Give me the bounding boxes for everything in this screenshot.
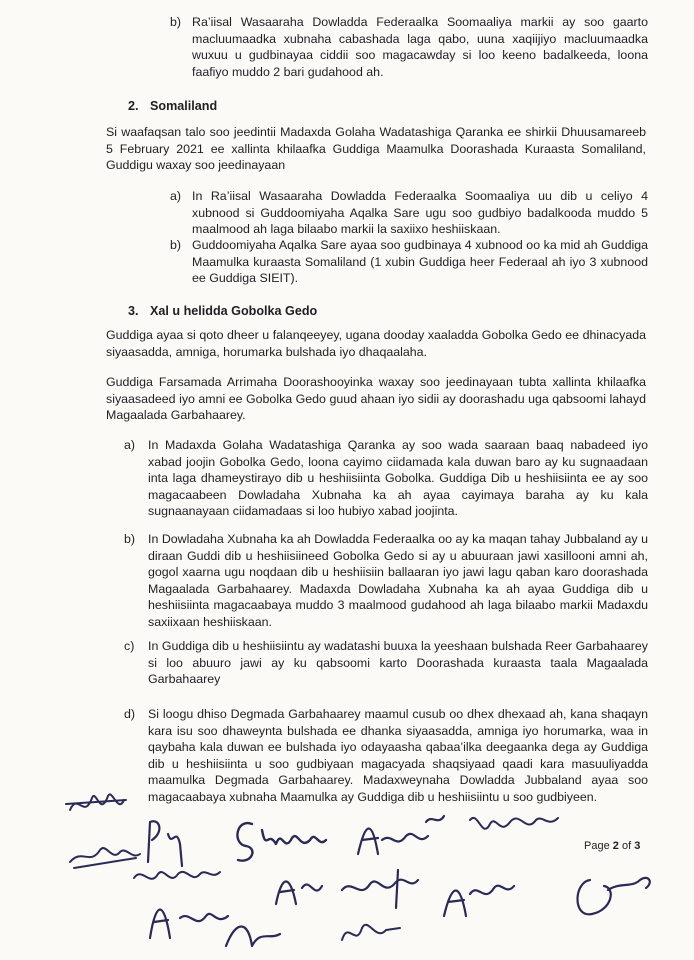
section-paragraph: Si waafaqsan talo soo jeedintii Madaxda Golaha Wadatashiga Qaranka ee shirkii Dhuusamareeb 5 February 2021 ee xallinta khilaafka Guddiga Maamulka Doorashada Kuraasta Somaliland, Guddigu waxay soo jeedinayaan: [106, 125, 646, 173]
item-text: In Madaxda Golaha Wadatashiga Qaranka ay soo wada saaraan baaq nabadeed iyo xabad joojin Gobolka Gedo, loona cayimo ciidamada kala duwan baro ay ku sugnaadaan inta laga dhameystirayo dib u heshiisiinta Gobolka. Guddiga Dib u heshiisiinta ee ay soo magacaabeen Dowladaha Xubnaha ka ah ayaa cayimaya baraha ay ku kala sugnaanayaan ciidamadaas si loo hubiyo xabad joojinta.: [148, 438, 648, 519]
list-item: [124, 638, 648, 688]
signature-6: [134, 872, 220, 879]
item-label: b): [124, 532, 136, 546]
signature-7: [150, 910, 280, 947]
item-label: a): [124, 438, 136, 452]
section-number: 2.: [128, 99, 139, 113]
item-label: b): [170, 15, 182, 29]
item-label: b): [170, 238, 182, 252]
signature-10: [444, 886, 514, 916]
section-paragraph: Guddiga ayaa si qoto dheer u falanqeeyey, ugana dooday xaaladda Gobolka Gedo ee dhinacyada siyaasadda, amniga, horumarka bulshada iyo dhaqaalaha.: [106, 328, 646, 359]
signature-1: [66, 794, 126, 810]
list-item: [124, 437, 648, 521]
page-current: 2: [612, 840, 619, 852]
signature-11: [578, 878, 650, 914]
signature-5: [470, 818, 558, 829]
item-text: Guddoomiyaha Aqalka Sare ayaa soo gudbinaya 4 xubnood oo ka mid ah Guddiga Maamulka kuraasta Somaliland (1 xubin Guddiga heer Federaal ah iyo 3 xubnood ee Guddiga SIEIT).: [192, 238, 648, 286]
signatures-area: [0, 770, 694, 960]
item-label: a): [170, 189, 182, 203]
signature-2: [70, 848, 140, 868]
page-of: of: [621, 840, 632, 852]
item-text: In Ra’iisal Wasaaraha Dowladda Federaalka Soomaaliya uu dib u celiyo 4 xubnood si Guddoomiyaha Aqalka Sare ugu soo gudbiyo badalkooda muddo 5 maalmood ah laga bilaabo markii la saxiixo heshiiskaan.: [192, 189, 648, 237]
section-paragraph: Guddiga Farsamada Arrimaha Doorashooyinka waxay soo jeedinayaan tubta xallinta khilaafka siyaasadeed iyo amni ee Gobolka Gedo guud ahaan iyo sidii ay doorashadu uga qabsoomi lahayd Magaalada Garbahaarey.: [106, 375, 646, 423]
signature-9: [342, 925, 400, 940]
item-label: d): [124, 707, 136, 721]
page-total: 3: [634, 840, 641, 852]
list-item: [170, 188, 648, 238]
list-item: [170, 237, 648, 287]
item-text: Si loogu dhiso Degmada Garbahaarey maamul cusub oo dhex dhexaad ah, kana shaqayn kara isu soo dhaweynta bulshada ee dhanka siyaasadda, amniga iyo horumarka, waa in qaybaha kala duwan ee bulshada iyo odayaasha qabaa’ilka deegaanka dega ay Guddiga dib u heshiisiinta u soo gudbiyaan magacyada shaqsiyaad qaadi kara masuuliyadda maamulka Degmada Garbahaarey. Madaxweynaha Dowladda Jubbaland ayaa soo magacaabaya xubnaha Maamulka ay Guddiga dib u heshiisiintu u soo gudbiyeen.: [148, 707, 648, 804]
section-title: Xal u helidda Gobolka Gedo: [150, 304, 318, 318]
signature-3: [148, 821, 182, 866]
intro-list-item: [170, 14, 648, 82]
page-prefix: Page: [584, 840, 610, 852]
signature-4: [358, 816, 444, 854]
item-text: In Guddiga dib u heshiisiintu ay wadatashi buuxa la yeeshaan bulshada Reer Garbahaarey si loo abuuro jawi ay ku qabsoomi karto Doorashada kuraasta taala Magaalada Garbahaarey: [148, 639, 648, 687]
section-title: Somaliland: [150, 99, 218, 113]
section-heading-gedo: [128, 303, 317, 319]
signature-salah: [237, 823, 326, 861]
item-text: In Dowladaha Xubnaha ka ah Dowladda Federaalka oo ay ka maqan tahay Jubbaland ay u diraan Guddi dib u heshiisiineed Gobolka Gedo si ay u abuuraan jawi xasillooni amni ah, gogol xaarna ugu noqdaan dib u heshiisiin ballaaran iyo jawi lagu qaban karo doorashada Magaalada Garbahaarey. Madaxda Dowladaha Xubnaha ka ah ayaa Guddiga dib u heshiisiinta magacaabaya muddo 3 maalmood gudahood ah laga bilaabo markii Madaxdu saxiixaan heshiiskaan.: [148, 532, 648, 629]
section-heading-somaliland: [128, 98, 217, 114]
list-item: [124, 531, 648, 629]
item-label: c): [124, 639, 135, 653]
section-number: 3.: [128, 304, 139, 318]
item-text: Ra’iisal Wasaaraha Dowladda Federaalka Soomaaliya markii ay soo gaarto macluumaadka xubnaha cabashada laga qabo, uuna xaqiijiyo macluumaadka wuxuu u gudbinayaa ciddii soo magacawday si loo keeno badalkeeda, loona faafiyo muddo 2 bari gudahood ah.: [192, 15, 648, 79]
signature-8: [276, 870, 418, 908]
